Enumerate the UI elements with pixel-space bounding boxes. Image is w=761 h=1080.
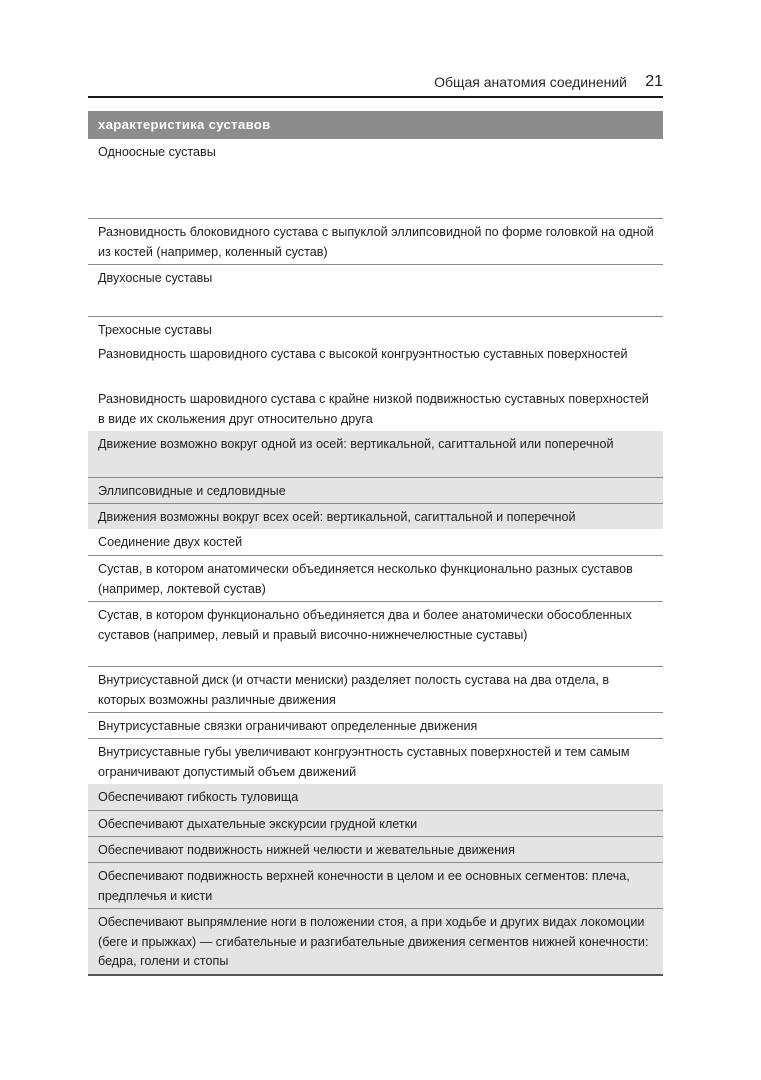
table-row: Соединение двух костей (98, 535, 243, 549)
table-row: Внутрисуставные губы увеличивают конгруэнтность суставных поверхностей и тем самым ограничивают допустимый объем движений (88, 738, 663, 784)
table-row: Двухосные суставы (88, 264, 663, 316)
table-row: Обеспечивают выпрямление ноги в положении стоя, а при ходьбе и других видах локомоции (беге и прыжках) — сгибательные и разгибательные движения сегментов нижней конечности: бедра, голени и стопы (88, 908, 663, 974)
table-row: Движения возможны вокруг всех осей: вертикальной, сагиттальной и поперечной (88, 503, 663, 529)
table-row: Внутрисуставные связки ограничивают определенные движения (88, 712, 663, 738)
table-row: Обеспечивают дыхательные экскурсии грудной клетки (88, 810, 663, 836)
running-title: Общая анатомия соединений (434, 74, 627, 90)
table-row: Разновидность шаровидного сустава с крайне низкой подвижностью суставных поверхностей в виде их скольжения друг относительно друга (98, 392, 649, 426)
table-title: характеристика суставов (88, 111, 663, 139)
table-row: Обеспечивают подвижность верхней конечности в целом и ее основных сегментов: плеча, предплечья и кисти (88, 862, 663, 908)
table-row: Сустав, в котором функционально объединяется два и более анатомически обособленных суставов (например, левый и правый височно-нижнечелюстные суставы) (88, 601, 663, 666)
page-number: 21 (645, 73, 663, 90)
table-row: Внутрисуставной диск (и отчасти мениски) разделяет полость сустава на два отдела, в которых возможны различные движения (88, 666, 663, 712)
table-row: Трехосные суставы (88, 316, 663, 341)
table-row: Движение возможно вокруг одной из осей: вертикальной, сагиттальной или поперечной (88, 431, 663, 477)
table-row: Обеспечивают гибкость туловища (88, 784, 663, 810)
table-row: Обеспечивают подвижность нижней челюсти и жевательные движения (88, 836, 663, 862)
table-row: Сустав, в котором анатомически объединяется несколько функционально разных суставов (например, локтевой сустав) (88, 555, 663, 601)
joint-characteristics-table (88, 111, 663, 976)
running-head (88, 72, 663, 98)
table-row: Одноосные суставы (98, 145, 216, 159)
table-row: Разновидность шаровидного сустава с высокой конгруэнтностью суставных поверхностей (98, 347, 628, 361)
table-row: Разновидность блоковидного сустава с выпуклой эллипсовидной по форме головкой на одной из костей (например, коленный сустав) (88, 218, 663, 264)
table-row: Эллипсовидные и седловидные (88, 477, 663, 503)
